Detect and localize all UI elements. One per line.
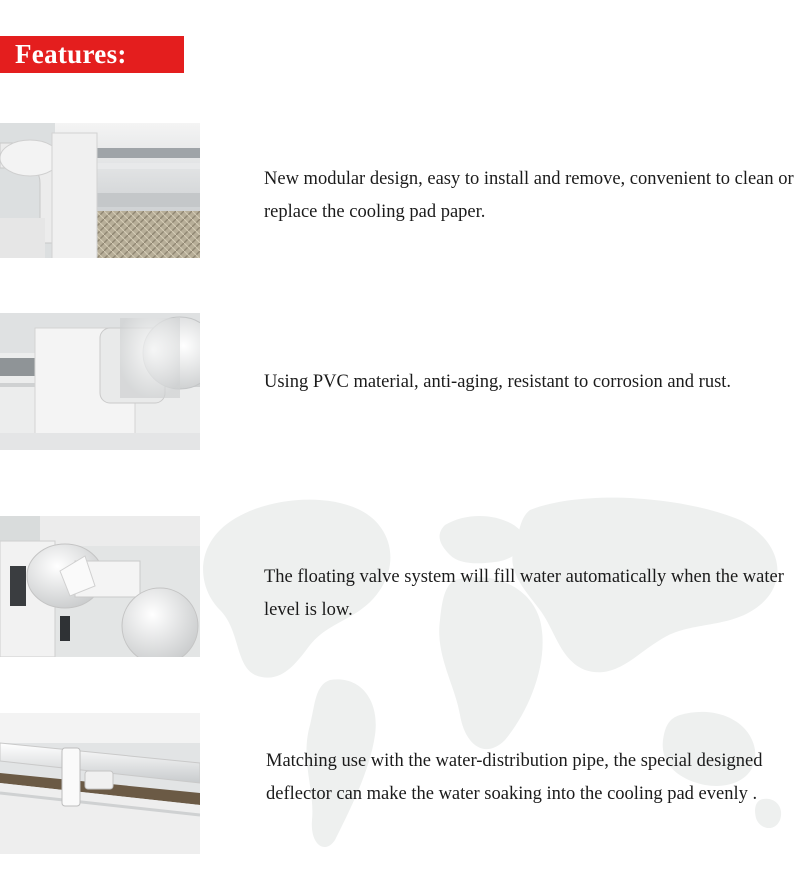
features-heading-colon: : (117, 39, 127, 69)
feature-photo-3 (0, 516, 200, 657)
world-map-watermark (160, 470, 800, 887)
water-pipe-gutter-photo-icon (0, 123, 200, 258)
feature-photo-4 (0, 713, 200, 854)
feature-text-1: New modular design, easy to install and remove, convenient to clean or replace the cooling pad paper. (264, 169, 794, 222)
feature-text-4: Matching use with the water-distribution pipe, the special designed deflector can make the water soaking into the cooling pad evenly . (266, 751, 763, 804)
features-heading-text: Features (15, 39, 118, 69)
header-underline (0, 73, 184, 76)
water-distribution-pipe-photo-icon (0, 713, 200, 854)
feature-text-3: The floating valve system will fill water automatically when the water level is low. (264, 567, 784, 620)
pvc-end-cap-photo-icon (0, 313, 200, 450)
feature-text-2: Using PVC material, anti-aging, resistant to corrosion and rust. (264, 372, 732, 392)
feature-photo-1 (0, 123, 200, 258)
feature-photo-2 (0, 313, 200, 450)
features-heading (15, 39, 127, 70)
features-header-banner (0, 36, 184, 74)
floating-valve-photo-icon (0, 516, 200, 657)
